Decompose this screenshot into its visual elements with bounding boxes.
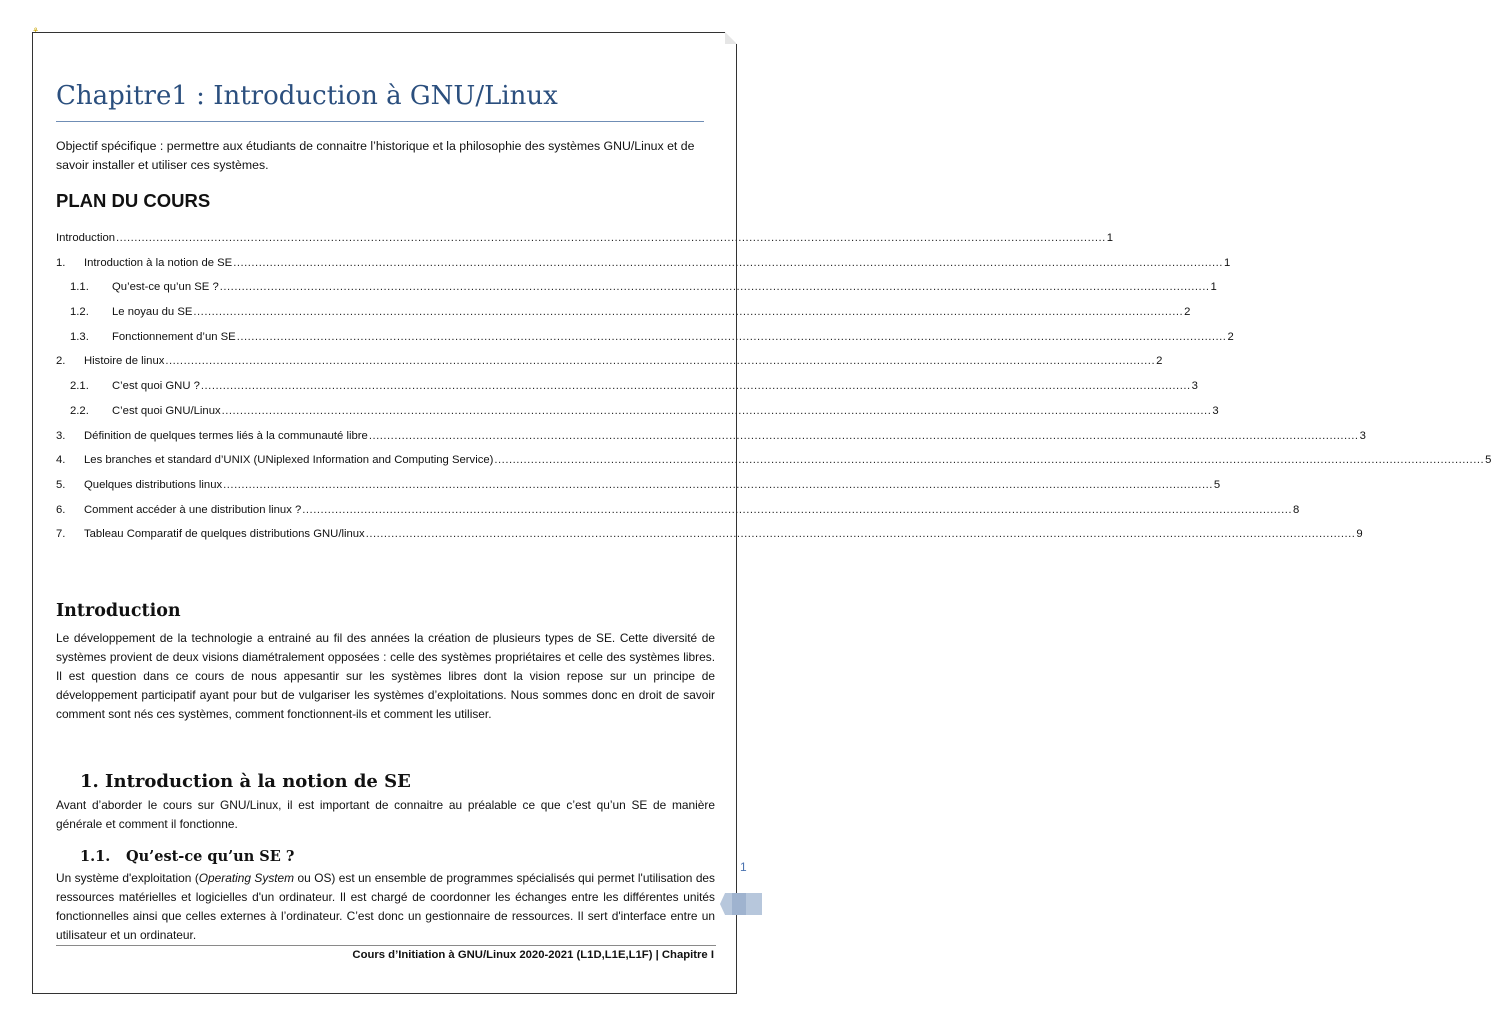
section-1-1-paragraph xyxy=(56,869,715,945)
toc-entry[interactable] xyxy=(56,304,1191,329)
section-1-paragraph: Avant d’aborder le cours sur GNU/Linux, il est important de connaitre au préalable ce que c’est qu’un SE de manière générale et comment il fonctionne. xyxy=(56,798,715,831)
toc-entry[interactable] xyxy=(56,230,1114,255)
toc-entry-label: C’est quoi GNU ? xyxy=(112,380,200,393)
toc-entry-number: 2.2. xyxy=(70,404,89,417)
toc-entry-number: 6. xyxy=(56,503,66,516)
toc-leader-dots: ................................................................................................................................................................................................................................................................................ xyxy=(365,528,1356,541)
toc-entry-label: Comment accéder à une distribution linux ? xyxy=(84,503,302,516)
section-1-1-text-start: Un système d'exploitation ( xyxy=(56,871,199,885)
section-1-1-text-end: ou OS) est un ensemble de programmes spécialisés qui permet l'utilisation des ressources matérielles et logicielles d'un ordinateur. Il est chargé de coordonner les échanges entre les différentes unités fonctionnelles ainsi que celles externes à l’ordinateur. C’est donc un gestionnaire de ressources. Il sert d'interface entre un utilisateur et un ordinateur. xyxy=(56,871,715,942)
toc-entry-page: 5 xyxy=(1485,454,1491,467)
section-1-1-heading xyxy=(80,848,294,865)
title-underline xyxy=(56,121,704,122)
toc-entry-number: 7. xyxy=(56,528,66,541)
document-page xyxy=(32,32,1491,994)
toc-leader-dots: ................................................................................................................................................................................................................................................................................ xyxy=(368,429,1359,442)
toc-entry-number: 2. xyxy=(56,355,66,368)
toc-entry-page: 2 xyxy=(1227,330,1234,343)
toc-entry-label: Introduction xyxy=(56,232,116,244)
toc-entry-page: 3 xyxy=(1359,429,1366,442)
toc-entry-page: 1 xyxy=(1106,232,1114,244)
toc-entry-page: 2 xyxy=(1184,306,1191,319)
toc-entry[interactable] xyxy=(56,255,1231,280)
toc-entry[interactable] xyxy=(56,428,1366,453)
toc-entry-page: 3 xyxy=(1212,404,1219,417)
toc-entry[interactable] xyxy=(56,502,1300,527)
page-tab-inner-decoration xyxy=(732,893,746,915)
toc-entry-number: 5. xyxy=(56,478,66,491)
toc-entry-page: 1 xyxy=(1210,281,1217,294)
toc-entry-label: Le noyau du SE xyxy=(112,306,193,319)
toc-leader-dots: ................................................................................................................................................................................................................................................................................ xyxy=(302,503,1292,516)
toc-leader-dots: ................................................................................................................................................................................................................................................................................ xyxy=(193,306,1184,319)
table-of-contents xyxy=(56,230,1491,551)
toc-entry-label: Tableau Comparatif de quelques distributions GNU/linux xyxy=(84,528,365,541)
toc-entry[interactable] xyxy=(56,477,1221,502)
introduction-paragraph: Le développement de la technologie a entrainé au fil des années la création de plusieurs types de SE. Cette diversité de systèmes provient de deux visions diamétralement opposées : celle des systèmes propriétaires et celle des systèmes libres. Il est question dans ce cours de nous appesantir sur les systèmes libres dont la vision repose sur un principe de développement participatif ayant pour but de vulgariser les systèmes d’exploitations. Nous sommes donc en droit de savoir comment sont nés ces systèmes, comment fonctionnent-ils et comment les utiliser. xyxy=(56,631,715,721)
toc-leader-dots: ................................................................................................................................................................................................................................................................................ xyxy=(236,330,1227,343)
objective-text: Objectif spécifique : permettre aux étudiants de connaitre l’historique et la philosophie des systèmes GNU/Linux et de savoir installer et utiliser ces systèmes. xyxy=(56,139,695,172)
section-1-1-text-emphasis: Operating System xyxy=(198,871,295,885)
toc-leader-dots: ................................................................................................................................................................................................................................................................................ xyxy=(219,281,1210,294)
footer-rule xyxy=(56,945,716,946)
toc-entry-number: 1.3. xyxy=(70,330,89,343)
toc-entry-number: 1.2. xyxy=(70,306,89,319)
chapter-title: Chapitre1 : Introduction à GNU/Linux xyxy=(56,81,558,111)
page-footer: Cours d’Initiation à GNU/Linux 2020-2021 (L1D,L1E,L1F) | Chapitre I xyxy=(352,949,714,961)
toc-entry[interactable] xyxy=(56,279,1217,304)
plan-title: PLAN DU COURS xyxy=(56,190,211,211)
toc-entry-label: C’est quoi GNU/Linux xyxy=(112,404,221,417)
toc-entry[interactable] xyxy=(56,452,1491,477)
toc-leader-dots: ................................................................................................................................................................................................................................................................................ xyxy=(494,454,1485,467)
toc-entry-label: Histoire de linux xyxy=(84,355,165,368)
toc-entry-number: 4. xyxy=(56,454,66,467)
toc-entry-page: 5 xyxy=(1213,478,1221,491)
toc-entry[interactable] xyxy=(56,353,1163,378)
toc-leader-dots: ................................................................................................................................................................................................................................................................................ xyxy=(116,232,1106,244)
toc-entry[interactable] xyxy=(56,403,1219,428)
section-1-heading: 1. Introduction à la notion de SE xyxy=(80,771,411,792)
toc-entry-label: Quelques distributions linux xyxy=(84,478,223,491)
toc-entry-number: 1.1. xyxy=(70,281,89,294)
toc-entry[interactable] xyxy=(56,378,1198,403)
page-number: 1 xyxy=(740,860,747,874)
toc-leader-dots: ................................................................................................................................................................................................................................................................................ xyxy=(223,478,1213,491)
toc-leader-dots: ................................................................................................................................................................................................................................................................................ xyxy=(221,404,1212,417)
toc-entry-number: 2.1. xyxy=(70,380,89,393)
toc-leader-dots: ................................................................................................................................................................................................................................................................................ xyxy=(233,256,1223,269)
toc-entry-page: 2 xyxy=(1156,355,1163,368)
toc-entry-label: Qu’est-ce qu’un SE ? xyxy=(112,281,219,294)
toc-entry-page: 3 xyxy=(1191,380,1198,393)
introduction-heading: Introduction xyxy=(56,601,181,621)
toc-entry-label: Introduction à la notion de SE xyxy=(84,256,233,269)
toc-entry-number: 3. xyxy=(56,429,66,442)
toc-entry-label: Les branches et standard d’UNIX (UNiplexed Information and Computing Service) xyxy=(84,454,494,467)
section-1-1-title: Qu’est-ce qu’un SE ? xyxy=(126,848,295,865)
toc-entry[interactable] xyxy=(56,526,1363,551)
toc-entry-page: 1 xyxy=(1223,256,1231,269)
toc-entry-page: 9 xyxy=(1356,528,1363,541)
page-corner-fold xyxy=(725,32,737,44)
toc-entry-page: 8 xyxy=(1293,503,1300,516)
toc-entry-label: Définition de quelques termes liés à la communauté libre xyxy=(84,429,368,442)
toc-leader-dots: ................................................................................................................................................................................................................................................................................ xyxy=(200,380,1191,393)
toc-entry-label: Fonctionnement d’un SE xyxy=(112,330,236,343)
toc-entry-number: 1. xyxy=(56,256,66,269)
toc-entry[interactable] xyxy=(56,329,1234,354)
section-1-1-number: 1.1. xyxy=(80,848,111,865)
toc-leader-dots: ................................................................................................................................................................................................................................................................................ xyxy=(165,355,1156,368)
